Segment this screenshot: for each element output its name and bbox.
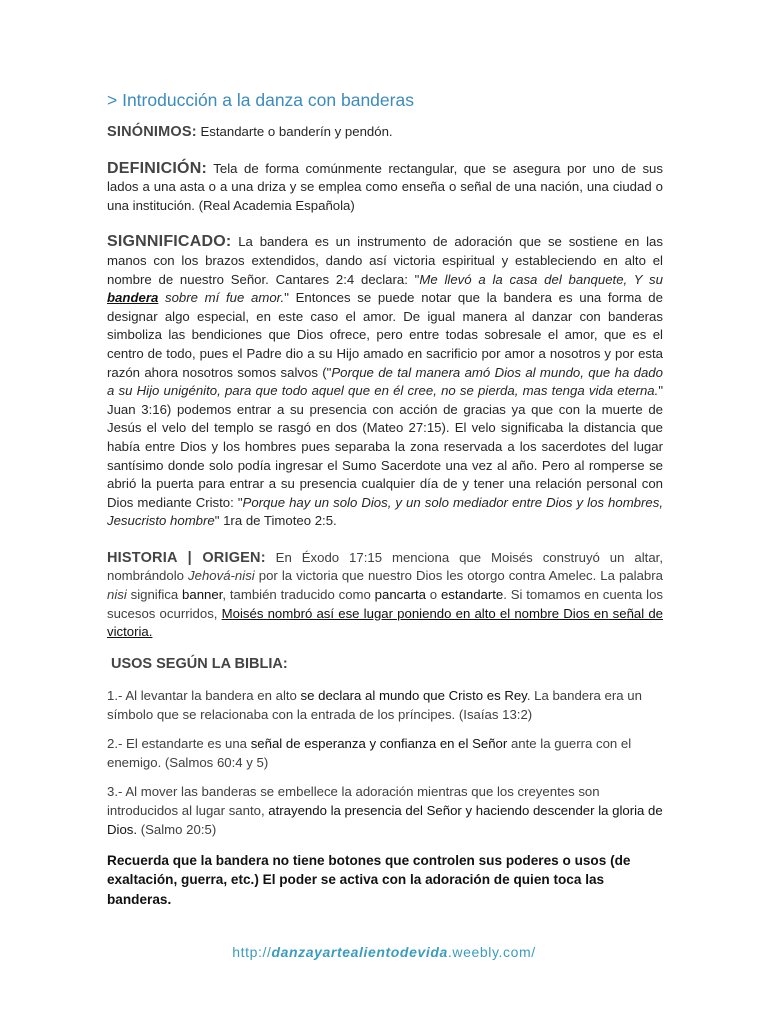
historia-term-pancarta: pancarta [374, 587, 426, 603]
historia-italic-1: Jehová-nisi [188, 568, 255, 584]
significado-paragraph [107, 233, 663, 531]
historia-term-estandarte: estandarte [440, 587, 504, 603]
usos-item-1 [107, 686, 663, 724]
significado-quote-1: Me llevó a la casa del banquete, Y su [419, 271, 663, 287]
usos-item-3-pre: 3.- Al mover las banderas se embellece la adoración mientras que los creyentes son introducidos al lugar santo, [107, 783, 600, 818]
footer-url-prefix: http:// [232, 944, 272, 960]
historia-italic-2: nisi [107, 587, 127, 603]
sinonimos-label: SINÓNIMOS: [107, 124, 197, 140]
footer-url[interactable] [0, 944, 768, 960]
usos-item-2-pre: 2.- El estandarte es una [107, 735, 251, 751]
historia-text-3: significa [126, 587, 183, 603]
usos-item-2 [107, 734, 663, 772]
usos-item-2-highlight: señal de esperanza y confianza en el Señor [250, 735, 508, 751]
usos-item-1-pre: 1.- Al levantar la bandera en alto [107, 687, 301, 703]
significado-quote-3: Porque hay un solo Dios, y un solo mediador entre Dios y los hombres, Jesucristo hombre [107, 494, 663, 529]
significado-text-3: " Juan 3:16) podemos entrar a su presencia con acción de gracias ya que con la muerte de Jesús el velo del templo se rasgó en dos (Mateo 27:15). El velo significaba la distancia que había entre Dios y los hombres pues separaba la zona reservada a los sacerdotes del lugar santísimo donde solo podía ingresar el Sumo Sacerdote una vez al año. Pero al romperse se abrió la puerta para entrar a su presencia cualquier día de y tener una relación personal con Dios mediante Cristo: " [107, 383, 663, 510]
historia-label: HISTORIA | ORIGEN: [107, 549, 266, 566]
footer-url-domain: danzayartealientodevida [271, 944, 448, 960]
historia-text-2: por la victoria que nuestro Dios les otorgo contra Amelec. La palabra [254, 568, 663, 584]
historia-text-1: En Éxodo 17:15 menciona que Moisés construyó un altar, nombrándolo [107, 549, 663, 584]
definicion-paragraph [107, 160, 663, 216]
page-title: > Introducción a la danza con banderas [107, 90, 414, 110]
usos-item-1-post: . La bandera era un símbolo que se relacionaba con la entrada de los príncipes. (Isaías 13:2) [107, 687, 642, 722]
usos-heading: USOS SEGÚN LA BIBLIA: [111, 655, 288, 672]
usos-item-2-post: ante la guerra con el enemigo. (Salmos 60:4 y 5) [107, 735, 632, 770]
historia-underlined: Moisés nombró así ese lugar poniendo en alto el nombre Dios en señal de victoria. [107, 605, 664, 640]
definicion-label: DEFINICIÓN: [107, 159, 207, 177]
historia-text-5: o [426, 587, 441, 603]
historia-paragraph [107, 549, 663, 642]
significado-text-2: " Entonces se puede notar que la bandera es una forma de designar algo especial, en este caso el amor. De igual manera al danzar con banderas simboliza las bendiciones que Dios ofrece, pero entre todas sobresale el amor, que es el centro de todo, pues el Padre dio a su Hijo amado en sacrificio por amor a nosotros y por esta razón ahora nosotros somos salvos (" [107, 290, 663, 380]
significado-text-1: La bandera es un instrumento de adoración que se sostiene en las manos con los brazos extendidos, dando así victoria espiritual y estableciendo en alto el nombre de nuestro Señor. Cantares 2:4 declara: " [107, 234, 663, 287]
historia-text-6: . Si tomamos en cuenta los sucesos ocurridos, [107, 587, 664, 621]
significado-quote-1-bold: bandera [107, 290, 159, 306]
significado-quote-1-end: sobre mí fue amor. [158, 290, 285, 306]
footer-url-suffix: .weebly.com/ [447, 944, 536, 960]
definicion-text: Tela de forma comúnmente rectangular, que se asegura por uno de sus lados a una asta o a una driza y se emplea como enseña o señal de una nación, una ciudad o una institución. (Real Academia Española) [107, 160, 663, 213]
historia-text-4: , también traducido como [222, 587, 375, 603]
significado-quote-2: Porque de tal manera amó Dios al mundo, que ha dado a su Hijo unigénito, para que todo aquel que en él cree, no se pierda, mas tenga vida eterna. [107, 364, 663, 399]
significado-label: SIGNNIFICADO: [107, 233, 232, 251]
significado-text-4: " 1ra de Timoteo 2:5. [214, 513, 337, 529]
closing-note: Recuerda que la bandera no tiene botones que controlen sus poderes o usos (de exaltación, guerra, etc.) El poder se activa con la adoración de quien toca las banderas. [107, 852, 631, 907]
usos-item-3-post: (Salmo 20:5) [137, 821, 217, 837]
usos-item-3-highlight: atrayendo la presencia del Señor y haciendo descender la gloria de Dios. [107, 802, 663, 837]
usos-item-3 [107, 782, 663, 839]
sinonimos-text: Estandarte o banderín y pendón. [196, 124, 393, 139]
usos-item-1-highlight: se declara al mundo que Cristo es Rey [300, 687, 527, 703]
historia-term-banner: banner [182, 587, 223, 603]
document-page [107, 90, 663, 923]
sinonimos-paragraph [107, 123, 663, 142]
